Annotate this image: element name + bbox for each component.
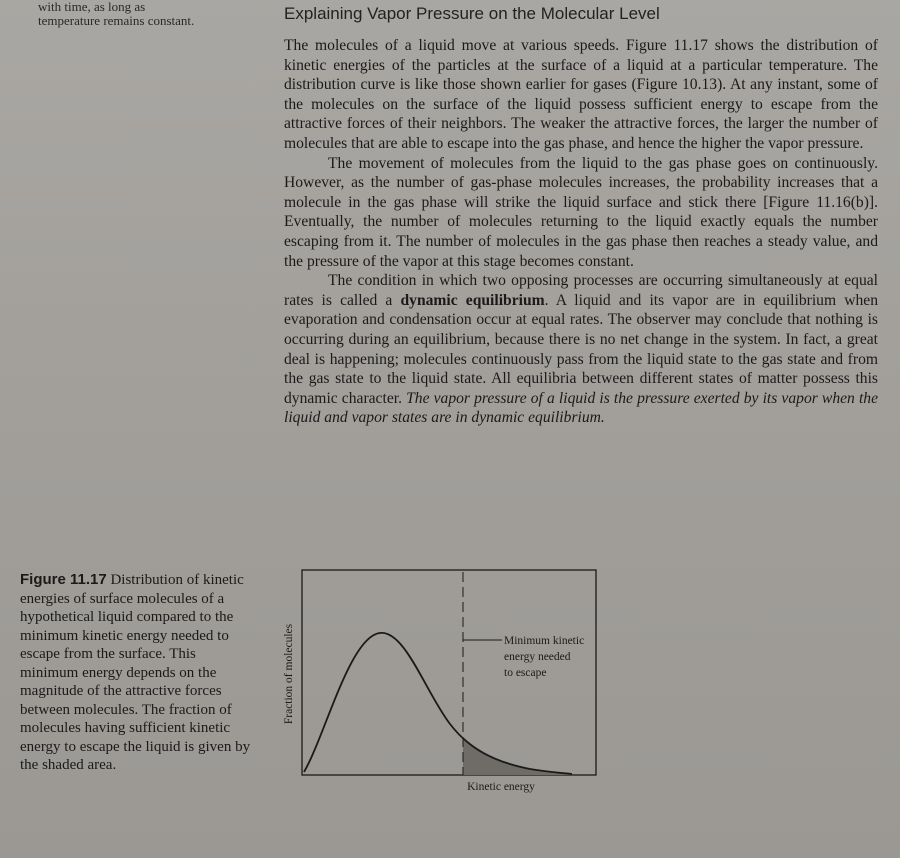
paragraph-3 [284, 271, 878, 428]
paragraph-2: The movement of molecules from the liquid to the gas phase goes on continuously. However, as the number of gas-phase molecules increases, the probability increases that a molecule in the gas phase will strike the liquid surface and stick there [Figure 11.16(b)]. Eventually, the number of molecules returning to the liquid exactly equals the number escaping from it. The number of molecules in the gas phase then reaches a steady value, and the pressure of the vapor at this stage becomes constant. [284, 154, 878, 270]
margin-note-line: with time, as long as [38, 0, 146, 14]
caption-text: Distribution of kinetic energies of surface molecules of a hypothetical liquid compared to the minimum kinetic energy needed to escape from the surface. This minimum energy depends on the magnitude of the attractive forces between molecules. The fraction of molecules having sufficient kinetic energy to escape the liquid is given by the shaded area. [20, 572, 251, 773]
italic-definition: The vapor pressure of a liquid is the pressure exerted by its vapor when the liquid and vapor states are in dynamic equilibrium. [284, 389, 879, 427]
margin-note-line: temperature remains constant. [38, 13, 195, 28]
margin-note [38, 0, 268, 28]
y-axis-label: Fraction of molecules [283, 623, 295, 725]
x-axis-label: Kinetic energy [467, 781, 535, 793]
distribution-diagram [280, 566, 600, 806]
section-heading: Explaining Vapor Pressure on the Molecular Level [284, 4, 660, 23]
paragraph-3-text: The condition in which two opposing processes are occurring simultaneously at equal rates is called a [284, 272, 878, 309]
annotation-line-3: to escape [504, 667, 547, 679]
body-text [284, 36, 878, 428]
shaded-area [463, 737, 572, 775]
figure-caption [20, 571, 252, 775]
figure-label: Figure 11.17 [20, 571, 107, 588]
paragraph-1: The molecules of a liquid move at various speeds. Figure 11.17 shows the distribution of kinetic energies of the particles at the surface of a liquid at a particular temperature. The distribution curve is like those shown earlier for gases (Figure 10.13). At any instant, some of the molecules on the surface of the liquid possess sufficient energy to escape from the attractive forces of their neighbors. The weaker the attractive forces, the larger the number of molecules that are able to escape into the gas phase, and hence the higher the vapor pressure. [284, 37, 878, 152]
annotation-line-2: energy needed [504, 651, 571, 663]
annotation-line-1: Minimum kinetic [504, 635, 585, 647]
paragraph-3-text: . A liquid and its vapor are in equilibrium when evaporation and condensation occur at equal rates. The observer may conclude that nothing is occurring during an equilibrium, because there is no net change in the system. In fact, a great deal is happening; molecules continuously pass from the liquid state to the gas state and from the gas state to the liquid state. All equilibria between different states of matter possess this dynamic character. [284, 291, 878, 407]
key-term-dynamic-equilibrium: dynamic equilibrium [400, 291, 545, 309]
figure-11-17 [280, 566, 600, 806]
